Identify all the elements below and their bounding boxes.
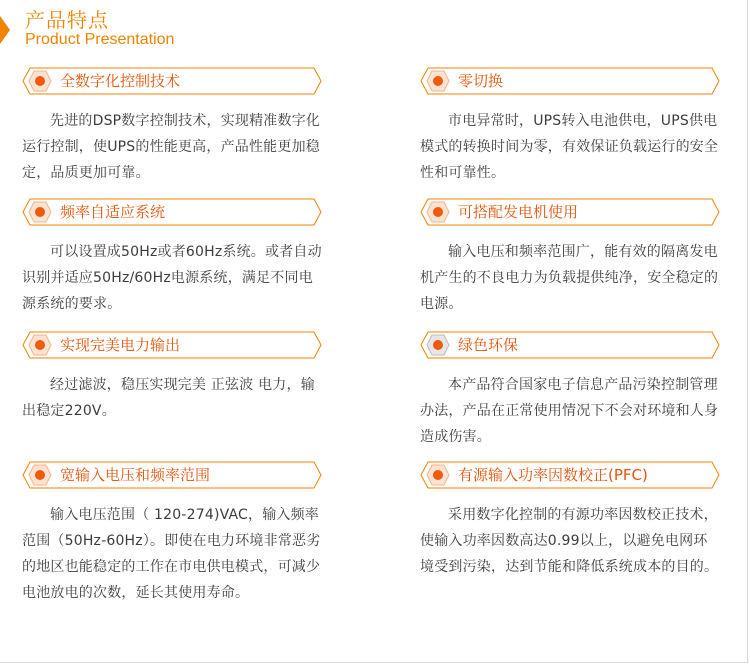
- feature-title-bar: [22, 67, 322, 95]
- feature-title: 有源输入功率因数校正(PFC): [458, 466, 648, 484]
- orange-dot-icon: [28, 201, 52, 223]
- page-subtitle: Product Presentation: [25, 31, 175, 48]
- feature-title-bar: [420, 198, 720, 226]
- feature-title-bar: [22, 461, 322, 489]
- feature-section-power-output: [22, 331, 322, 424]
- feature-title: 宽输入电压和频率范围: [60, 466, 211, 484]
- feature-description: 输入电压和频率范围广，能有效的隔离发电机产生的不良电力为负载提供纯净，安全稳定的电源。: [420, 244, 719, 312]
- feature-title: 实现完美电力输出: [60, 336, 181, 354]
- page-title: 产品特点: [25, 8, 109, 32]
- feature-title: 频率自适应系统: [60, 203, 166, 221]
- orange-dot-icon: [28, 464, 52, 486]
- feature-title-bar: [22, 331, 322, 359]
- feature-description: 可以设置成50Hz或者60Hz系统。或者自动识别并适应50Hz/60Hz电源系统，满足不同电源系统的要求。: [22, 244, 322, 312]
- feature-description: 先进的DSP数字控制技术，实现精准数字化运行控制，使UPS的性能更高，产品性能更加稳定，品质更加可靠。: [22, 113, 321, 181]
- feature-description: 市电异常时，UPS转入电池供电，UPS供电模式的转换时间为零，有效保证负载运行的安全性和可靠性。: [420, 113, 719, 181]
- feature-section-generator: [420, 198, 720, 317]
- feature-description: 输入电压范围（ 120-274)VAC，输入频率范围（50Hz-60Hz）。即使在电力环境非常恶劣的地区也能稳定的工作在市电供电模式，可减少电池放电的次数，延长其使用寿命。: [22, 507, 321, 601]
- orange-dot-icon: [426, 70, 450, 92]
- orange-dot-icon: [28, 334, 52, 356]
- feature-title: 绿色环保: [458, 336, 519, 354]
- orange-dot-icon: [426, 201, 450, 223]
- header-arrow-marker: [0, 16, 10, 44]
- feature-title: 全数字化控制技术: [60, 72, 181, 90]
- feature-title: 零切换: [458, 72, 504, 90]
- feature-title: 可搭配发电机使用: [458, 203, 579, 221]
- feature-section-digital-control: [22, 67, 322, 186]
- feature-description: 本产品符合国家电子信息产品污染控制管理办法，产品在正常使用情况下不会对环境和人身造成伤害。: [420, 377, 719, 445]
- feature-section-green: [420, 331, 720, 450]
- feature-title-bar: [420, 67, 720, 95]
- feature-section-frequency-adaptive: [22, 198, 322, 317]
- orange-dot-icon: [28, 70, 52, 92]
- orange-dot-icon: [426, 464, 450, 486]
- feature-section-pfc: [420, 461, 720, 580]
- feature-title-bar: [420, 461, 720, 489]
- gray-dot-icon: [426, 334, 450, 356]
- feature-title-bar: [22, 198, 322, 226]
- feature-section-zero-switch: [420, 67, 720, 186]
- feature-description: 经过滤波，稳压实现完美 正弦波 电力，输出稳定220V。: [22, 377, 315, 419]
- feature-description: 采用数字化控制的有源功率因数校正技术，使输入功率因数高达0.99以上，以避免电网环境受到污染，达到节能和降低系统成本的目的。: [420, 507, 719, 575]
- feature-section-wide-input: [22, 461, 322, 606]
- feature-title-bar: [420, 331, 720, 359]
